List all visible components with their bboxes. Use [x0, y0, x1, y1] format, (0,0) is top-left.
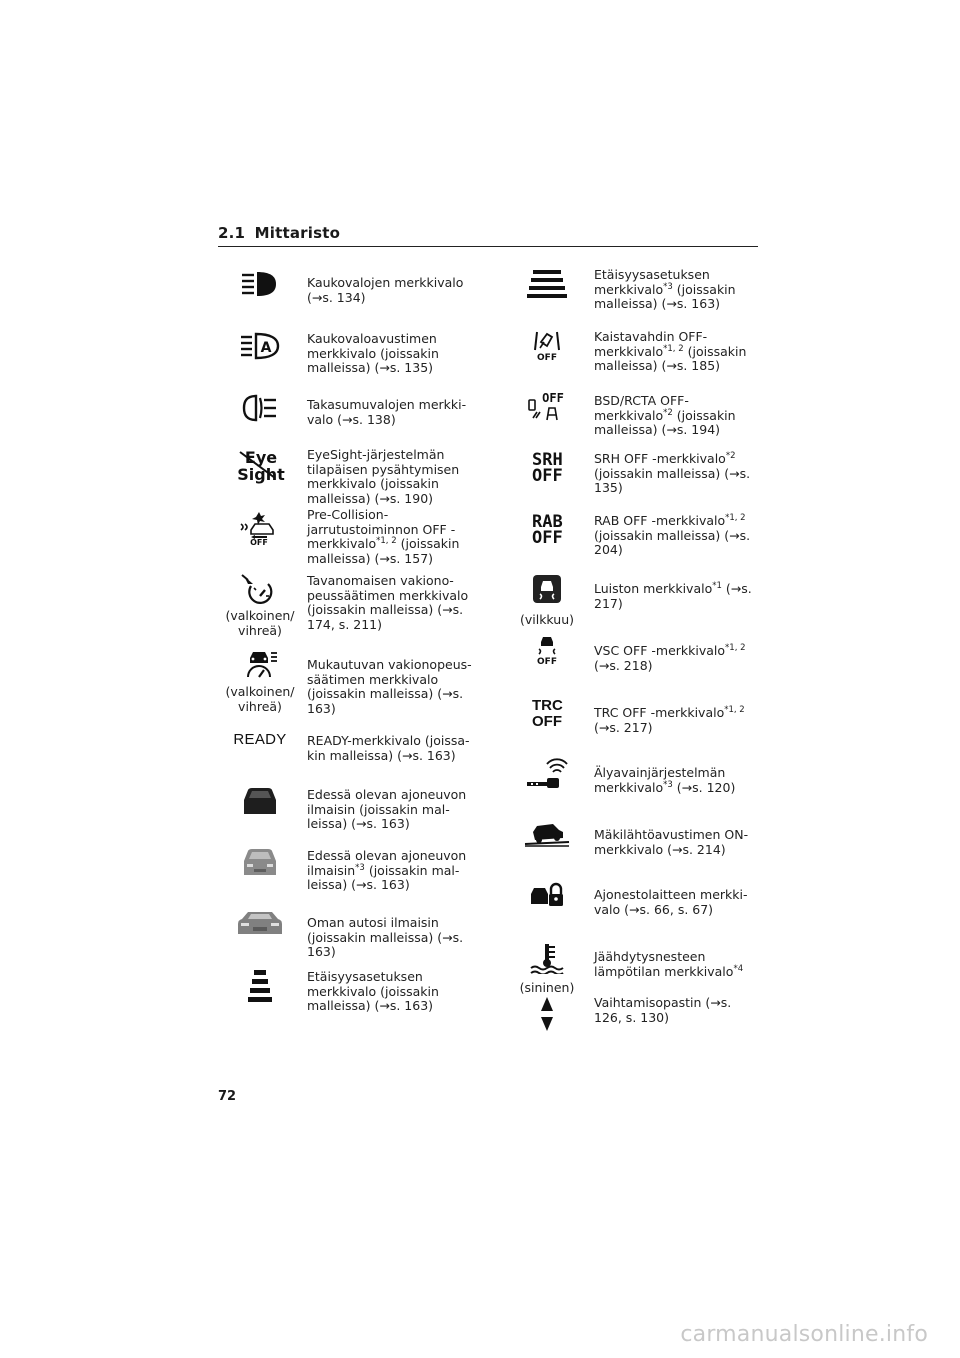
- color-caption: (vilkkuu): [519, 612, 575, 627]
- description: Oman autosi ilmaisin (joissakin malleissa) (→s. 163): [307, 915, 464, 960]
- svg-text:OFF: OFF: [537, 353, 557, 362]
- description: SRH OFF -merkkivalo$^{*2}$ (joissakin malleissa) (→s. 135): [594, 451, 751, 496]
- section-header: [218, 224, 758, 247]
- lane-off-icon: [525, 328, 569, 362]
- svg-text:OFF: OFF: [537, 657, 557, 666]
- section-number: 2.1: [218, 224, 246, 242]
- description: VSC OFF -merkkivalo$^{*1, 2}$ (→s. 218): [594, 643, 746, 673]
- bsd-rcta-off-icon: [525, 390, 569, 426]
- svg-text:A: A: [260, 340, 272, 356]
- svg-text:Eye: Eye: [244, 448, 278, 467]
- shift-arrows-icon: [537, 996, 557, 1032]
- description: TRC OFF -merkkivalo$^{*1, 2}$ (→s. 217): [594, 705, 745, 735]
- description: BSD/RCTA OFF-merkkivalo$^{*2}$ (joissakin malleissa) (→s. 194): [594, 393, 736, 438]
- description: READY-merkkivalo (joissakin malleissa) (→s. 163): [307, 733, 470, 763]
- pre-collision-off-icon: [237, 510, 283, 546]
- description: RAB OFF -merkkivalo$^{*1, 2}$ (joissakin malleissa) (→s. 204): [594, 513, 751, 558]
- description: Etäisyysasetuksen merkkivalo$^{*3}$ (joissakin malleissa) (→s. 163): [594, 267, 736, 312]
- eyesight-icon: [235, 448, 285, 484]
- ready-icon: READY: [233, 731, 287, 748]
- vehicle-ahead-icon: [238, 786, 282, 818]
- smart-key-icon: [523, 758, 571, 790]
- description: Luiston merkkivalo$^{*1}$ (→s. 217): [594, 581, 752, 611]
- color-caption: (valkoinen/ vihreä): [225, 608, 295, 638]
- coolant-temp-icon: [525, 942, 569, 974]
- description: Mukautuvan vakionopeussäätimen merkkivalo (joissakin malleissa) (→s. 163): [307, 657, 472, 716]
- description: Kaukovalojen merkkivalo (→s. 134): [307, 275, 464, 305]
- hill-start-icon: [523, 820, 571, 848]
- cruise-control-icon: [238, 574, 282, 604]
- svg-text:Sight: Sight: [237, 465, 285, 484]
- distance-setting-bars-icon: [523, 268, 571, 298]
- description: Vaihtamisopastin (→s. 126, s. 130): [594, 995, 732, 1025]
- svg-text:OFF: OFF: [542, 391, 564, 405]
- auto-high-beam-icon: [238, 332, 282, 360]
- description: Älyavainjärjestelmän merkkivalo$^{*3}$ (→s. 120): [594, 765, 736, 795]
- slip-indicator-icon: [532, 574, 562, 604]
- vsc-off-icon: [525, 634, 569, 666]
- trc-off-icon: TRC OFF: [532, 697, 563, 730]
- description: Kaukovaloavustimen merkkivalo (joissakin malleissa) (→s. 135): [307, 331, 439, 376]
- description: Pre-Collision-jarrutustoiminnon OFF -merkkivalo$^{*1, 2}$ (joissakin malleissa) (→s. 157): [307, 507, 460, 566]
- description: Takasumuvalojen merkkivalo (→s. 138): [307, 397, 467, 427]
- description: Ajonestolaitteen merkkivalo (→s. 66, s. 67): [594, 887, 748, 917]
- watermark: carmanualsonline.info: [680, 1322, 928, 1347]
- color-caption: (sininen): [519, 980, 575, 995]
- rab-off-icon: RAB OFF: [532, 512, 563, 548]
- rear-fog-icon: [238, 392, 282, 424]
- description: Mäkilähtöavustimen ON-merkkivalo (→s. 214): [594, 827, 749, 857]
- vehicle-ahead-grey-icon: [238, 847, 282, 879]
- description: Tavanomaisen vakionopeussäätimen merkkivalo (joissakin malleissa) (→s. 174, s. 211): [307, 573, 469, 632]
- srh-off-icon: SRH OFF: [532, 450, 563, 486]
- description: EyeSight-järjestelmän tilapäisen pysähtymisen merkkivalo (joissakin malleissa) (→s. 190): [307, 447, 460, 506]
- page-number: 72: [218, 1089, 237, 1104]
- distance-setting-icon: [238, 968, 282, 1002]
- description: Edessä olevan ajoneuvon ilmaisin$^{*3}$ (joissakin malleissa) (→s. 163): [307, 848, 467, 893]
- adaptive-cruise-icon: [238, 648, 282, 680]
- svg-text:OFF: OFF: [250, 538, 268, 546]
- high-beam-icon: [238, 270, 282, 298]
- own-car-icon: [236, 910, 284, 940]
- color-caption: (valkoinen/ vihreä): [225, 684, 295, 714]
- description: Edessä olevan ajoneuvon ilmaisin (joissakin malleissa) (→s. 163): [307, 787, 467, 832]
- section-title: Mittaristo: [254, 224, 341, 242]
- description: Jäähdytysnesteen lämpötilan merkkivalo$^{*4}$: [594, 949, 744, 979]
- description: Kaistavahdin OFF-merkkivalo$^{*1, 2}$ (joissakin malleissa) (→s. 185): [594, 329, 747, 374]
- description: Etäisyysasetuksen merkkivalo (joissakin malleissa) (→s. 163): [307, 969, 439, 1014]
- immobilizer-icon: [525, 880, 569, 912]
